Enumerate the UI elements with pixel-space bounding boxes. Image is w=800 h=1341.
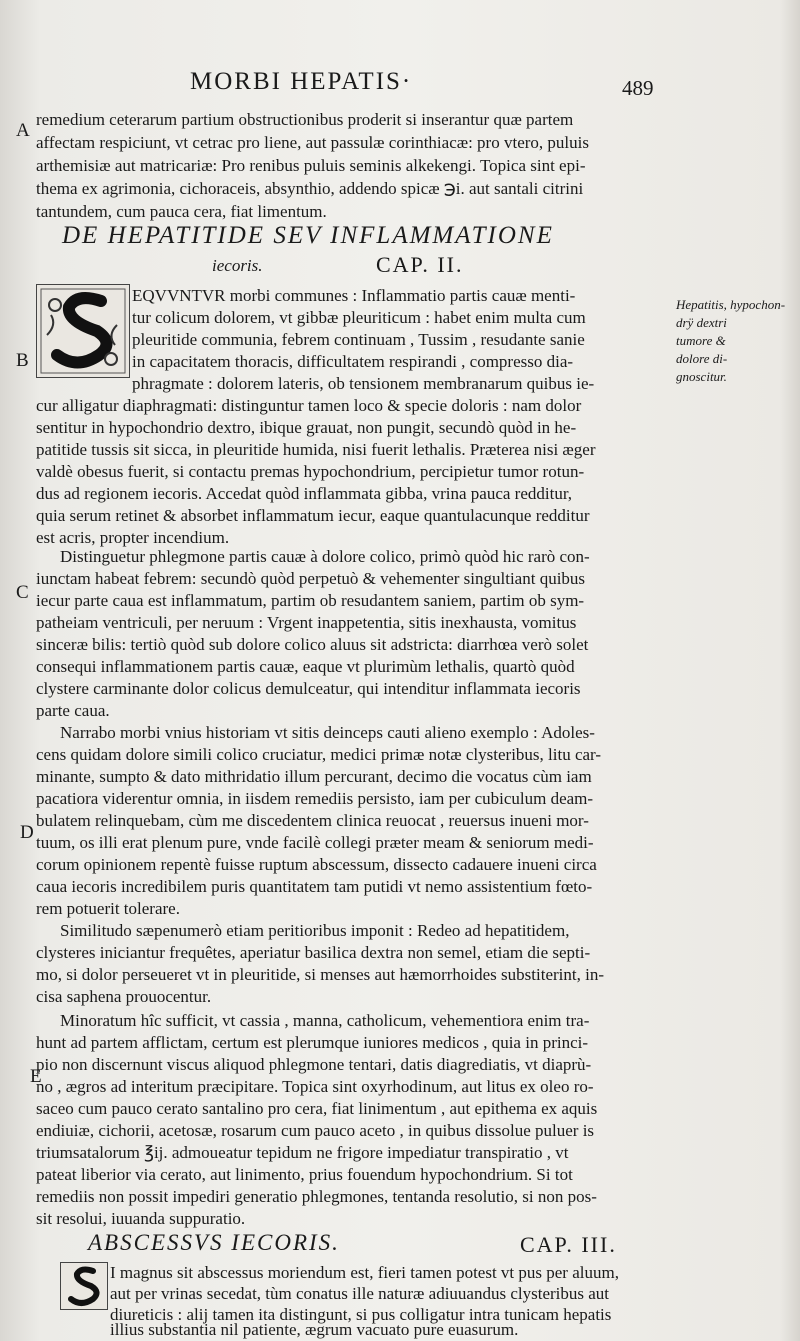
text-line: clystere carminante dolor colicus demulceatur, qui intenditur inflammata iecoris: [36, 679, 581, 698]
margin-letter-a: A: [16, 120, 30, 141]
chapter-heading: DE HEPATITIDE SEV INFLAMMATIONE: [62, 222, 554, 249]
text-line: pleuritide communia, febrem continuam , Tussim , resudante sanie: [132, 330, 585, 349]
text-line: iunctam habeat febrem: secundò quòd perpetuò & vehementer singultiant quibus: [36, 569, 586, 588]
text-line: phragmate : dolorem lateris, ob tensionem membranarum quibus ie-: [132, 374, 595, 393]
text-line: sentitur in hypochondrio dextro, ibique grauat, non pungit, secundò quòd in he-: [36, 418, 577, 437]
text-line: pateat liberior via cerato, aut linimento, prius fouendum hypochondrium. Si tot: [36, 1165, 573, 1184]
text-line: saceo cum pauco cerato santalino pro cera, fiat linimentum , aut epithema ex aquis: [36, 1099, 598, 1118]
margin-letter-d: D: [20, 822, 34, 843]
text-line: arthemisiæ aut matricariæ: Pro renibus puluis seminis alkekengi. Topica sint epi-: [36, 156, 586, 175]
page-number: 489: [622, 76, 654, 100]
text-line: patheiam ventriculi, per neruum : Vrgent inappetentia, sitis inexhausta, vomitus: [36, 613, 577, 632]
text-line: diureticis : alij tamen ita distingunt, si pus colligatur intra tunicam hepatis: [110, 1305, 612, 1324]
text-line: illius substantia nil patiente, ægrum vacuato pure euasurum.: [110, 1320, 519, 1339]
text-line: iecur parte caua est inflammatum, partim ob resudantem saniem, partim ob sym-: [36, 591, 585, 610]
decorated-initial-s: [60, 1262, 108, 1310]
text-line: est acris, propter incendium.: [36, 528, 230, 547]
margin-letter-c: C: [16, 582, 29, 603]
text-line: affectam respiciunt, vt cetrac pro liene, aut passulæ corinthiacæ: pro vtero, puluis: [36, 133, 589, 152]
text-line: mo, si dolor perseueret vt in pleuritide, si menses aut hæmorrhoides substiterint, in-: [36, 965, 604, 984]
text-line: tantundem, cum pauca cera, fiat limentum.: [36, 202, 327, 221]
text-line: in capacitatem thoracis, difficultatem respirandi , compresso dia-: [132, 352, 574, 371]
decorated-initial-s: [36, 284, 130, 378]
text-line: thema ex agrimonia, cichoraceis, absynthio, addendo spicæ ℈i. aut santali citrini: [36, 179, 584, 198]
text-line: valdè obesus fuerit, si contactu premas hypochondrium, percipietur tumor rotun-: [36, 462, 585, 481]
text-line: triumsatalorum ℥ij. admoueatur tepidum ne frigore impediatur transpiratio , vt: [36, 1143, 569, 1162]
text-line: parte caua.: [36, 701, 110, 720]
text-line: pacatiora viderentur omnia, in iisdem remediis persisto, iam per cubiculum deam-: [36, 789, 594, 808]
text-line: EQVVNTVR morbi communes : Inflammatio partis cauæ menti-: [132, 286, 576, 305]
margin-letter-e: E: [30, 1066, 42, 1087]
text-line: no , ægros ad interitum præcipitare. Topica sint oxyrhodinum, aut litus ex oleo ro-: [36, 1077, 594, 1096]
text-line: Narrabo morbi vnius historiam vt sitis deinceps cauti alieno exemplo : Adoles-: [60, 723, 595, 742]
text-line: Similitudo sæpenumerò etiam peritioribus imponit : Redeo ad hepatitidem,: [60, 921, 570, 940]
text-line: clysteres iniciantur frequêtes, aperiatur basilica dextra non semel, etiam die septi-: [36, 943, 591, 962]
text-line: hunt ad partem afflictam, certum est plerumque iuniores medicos , quia in princi-: [36, 1033, 589, 1052]
text-line: tur colicum dolorem, vt gibbæ pleuriticum : habet enim multa cum: [132, 308, 586, 327]
chapter-number: CAP. II.: [376, 252, 464, 277]
text-line: cur alligatur diaphragmati: distinguntur tamen loco & specie doloris : nam dolor: [36, 396, 582, 415]
text-line: sinceræ bilis: tertiò quòd sub dolore colico aluus sit adstricta: diarrhœa verò solet: [36, 635, 589, 654]
text-line: Minoratum hîc sufficit, vt cassia , manna, catholicum, vehementiora enim tra-: [60, 1011, 590, 1030]
text-line: aut per vrinas secedat, tùm conatus ille naturæ adiuuandus clysteribus aut: [110, 1284, 610, 1303]
chapter-subheading: iecoris.: [212, 256, 263, 275]
text-line: I magnus sit abscessus moriendum est, fieri tamen potest vt pus per aluum,: [110, 1263, 619, 1282]
text-line: dus ad regionem iecoris. Accedat quòd inflammata gibba, vrina pauca redditur,: [36, 484, 573, 503]
text-line: cisa saphena prouocentur.: [36, 987, 212, 1006]
text-line: tuum, os illi erat plenum pure, vnde facilè collegi præter meam & seniorum medi-: [36, 833, 594, 852]
text-line: cens quidam dolore simili colico cruciatur, medici primæ notæ clysteribus, litu car-: [36, 745, 602, 764]
text-line: remediis non possit impediri generatio phlegmones, tentanda resolutio, si non pos-: [36, 1187, 597, 1206]
text-line: bulatem relinquebam, cùm me discedentem clinica reuocat , reuersus inueni mor-: [36, 811, 589, 830]
marginal-note: Hepatitis, hypochon- drÿ dextri tumore & dolore di- gnoscitur.: [676, 297, 786, 384]
text-line: rem potuerit tolerare.: [36, 899, 180, 918]
text-line: patitide tussis sit sicca, in pleuritide humida, nisi fuerit lethalis. Præterea nisi æger: [36, 440, 596, 459]
chapter-heading: ABSCESSVS IECORIS.: [88, 1230, 340, 1255]
margin-letter-b: B: [16, 350, 29, 371]
running-header-title: MORBI HEPATIS·: [190, 68, 413, 95]
text-line: Distinguetur phlegmone partis cauæ à dolore colico, primò quòd hic rarò con-: [60, 547, 590, 566]
chapter-number: CAP. III.: [520, 1232, 617, 1257]
text-line: pio non discernunt viscus aliquod phlegmone tentari, datis diagrediatis, vt diaprù-: [36, 1055, 592, 1074]
text-line: endiuiæ, cichorii, acetosæ, rosarum cum pauco aceto , in quibus dissolue puluer is: [36, 1121, 595, 1140]
text-line: quia serum retinet & absorbet inflammatum iecur, eaque quantulacunque redditur: [36, 506, 590, 525]
text-line: consequi inflammationem partis cauæ, eaque vt plurimùm lethalis, quartò quòd: [36, 657, 575, 676]
text-line: sit resolui, iuuanda suppuratio.: [36, 1209, 246, 1228]
text-line: minante, sumpto & dato mithridatio illum percurant, decimo die vocatus cùm iam: [36, 767, 592, 786]
text-line: remedium ceterarum partium obstructionibus proderit si inserantur quæ partem: [36, 110, 574, 129]
text-line: corum opinionem repentè fuisse ruptum abscessum, dissecto cadauere inueni circa: [36, 855, 597, 874]
text-line: caua iecoris incredibilem puris quantitatem tam putidi vt nemo assistentium fœto-: [36, 877, 593, 896]
